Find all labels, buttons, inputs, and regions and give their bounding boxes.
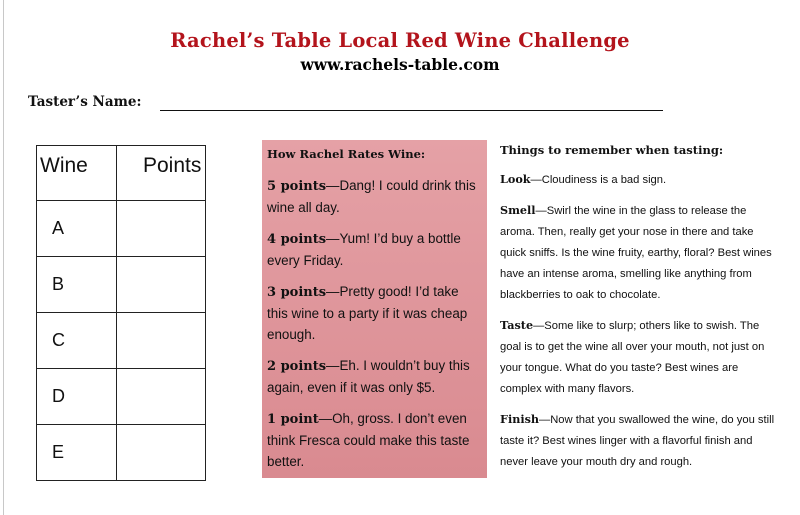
taster-name-label: Taster’s Name: xyxy=(28,94,142,110)
table-row xyxy=(37,425,206,481)
tip-item xyxy=(500,315,780,400)
points-cell[interactable] xyxy=(117,425,206,481)
tip-item xyxy=(500,200,780,306)
rating-item xyxy=(267,408,483,472)
rating-text: —Oh, gross. I don’t even think Fresca could make this taste better. xyxy=(267,411,470,469)
tip-term: Smell xyxy=(500,203,536,217)
table-row xyxy=(37,313,206,369)
wine-label: A xyxy=(37,201,117,257)
points-column-header: Points xyxy=(117,146,206,201)
table-row xyxy=(37,369,206,425)
points-cell[interactable] xyxy=(117,201,206,257)
rating-item xyxy=(267,228,483,271)
page-edge-line xyxy=(3,0,4,515)
tip-text: —Cloudiness is a bad sign. xyxy=(530,174,667,186)
rating-text: —Eh. I wouldn’t buy this again, even if it was only $5. xyxy=(267,358,470,395)
tip-term: Look xyxy=(500,172,531,186)
score-table-header xyxy=(37,146,206,201)
rating-points: 5 points xyxy=(267,179,327,194)
tip-term: Taste xyxy=(500,318,534,332)
tasting-tips-title: Things to remember when tasting: xyxy=(500,143,724,157)
table-row xyxy=(37,257,206,313)
table-row xyxy=(37,201,206,257)
rating-text: —Dang! I could drink this wine all day. xyxy=(267,178,476,215)
tip-item xyxy=(500,409,780,473)
tip-text: —Swirl the wine in the glass to release the aroma. Then, really get your nose in there and take quick sniffs. Is the wine fruity, earthy, floral? Best wines have an intense aroma, smelling like anything from blackberries to oak to chocolate. xyxy=(500,205,772,301)
wine-label: C xyxy=(37,313,117,369)
points-cell[interactable] xyxy=(117,369,206,425)
tip-text: —Some like to slurp; others like to swish. The goal is to get the wine all over your mouth, not just on your tongue. What do you taste? Best wines are complex with many flavors. xyxy=(500,320,765,395)
score-table xyxy=(36,145,206,481)
wine-label: D xyxy=(37,369,117,425)
page-title: Rachel’s Table Local Red Wine Challenge xyxy=(170,29,630,52)
tip-term: Finish xyxy=(500,412,540,426)
tip-item xyxy=(500,169,780,191)
wine-label: B xyxy=(37,257,117,313)
rating-text: —Yum! I’d buy a bottle every Friday. xyxy=(267,231,461,268)
taster-name-field[interactable] xyxy=(160,110,663,111)
tip-text: —Now that you swallowed the wine, do you still taste it? Best wines linger with a flavorful finish and never leave your mouth dry and rough. xyxy=(500,414,775,468)
rating-points: 3 points xyxy=(267,285,327,300)
rating-text: —Pretty good! I’d take this wine to a party if it was cheap enough. xyxy=(267,284,468,342)
tasting-tips xyxy=(500,143,780,482)
rating-item xyxy=(267,175,483,218)
rating-points: 2 points xyxy=(267,359,327,374)
points-cell[interactable] xyxy=(117,257,206,313)
rating-points: 1 point xyxy=(267,412,319,427)
rating-points: 4 points xyxy=(267,232,327,247)
rating-guide-box xyxy=(262,140,487,478)
points-cell[interactable] xyxy=(117,313,206,369)
rating-guide-title: How Rachel Rates Wine: xyxy=(267,147,426,161)
wine-label: E xyxy=(37,425,117,481)
website-url: www.rachels-table.com xyxy=(300,55,500,74)
rating-item xyxy=(267,281,483,345)
wine-column-header: Wine xyxy=(37,146,117,201)
rating-item xyxy=(267,355,483,398)
